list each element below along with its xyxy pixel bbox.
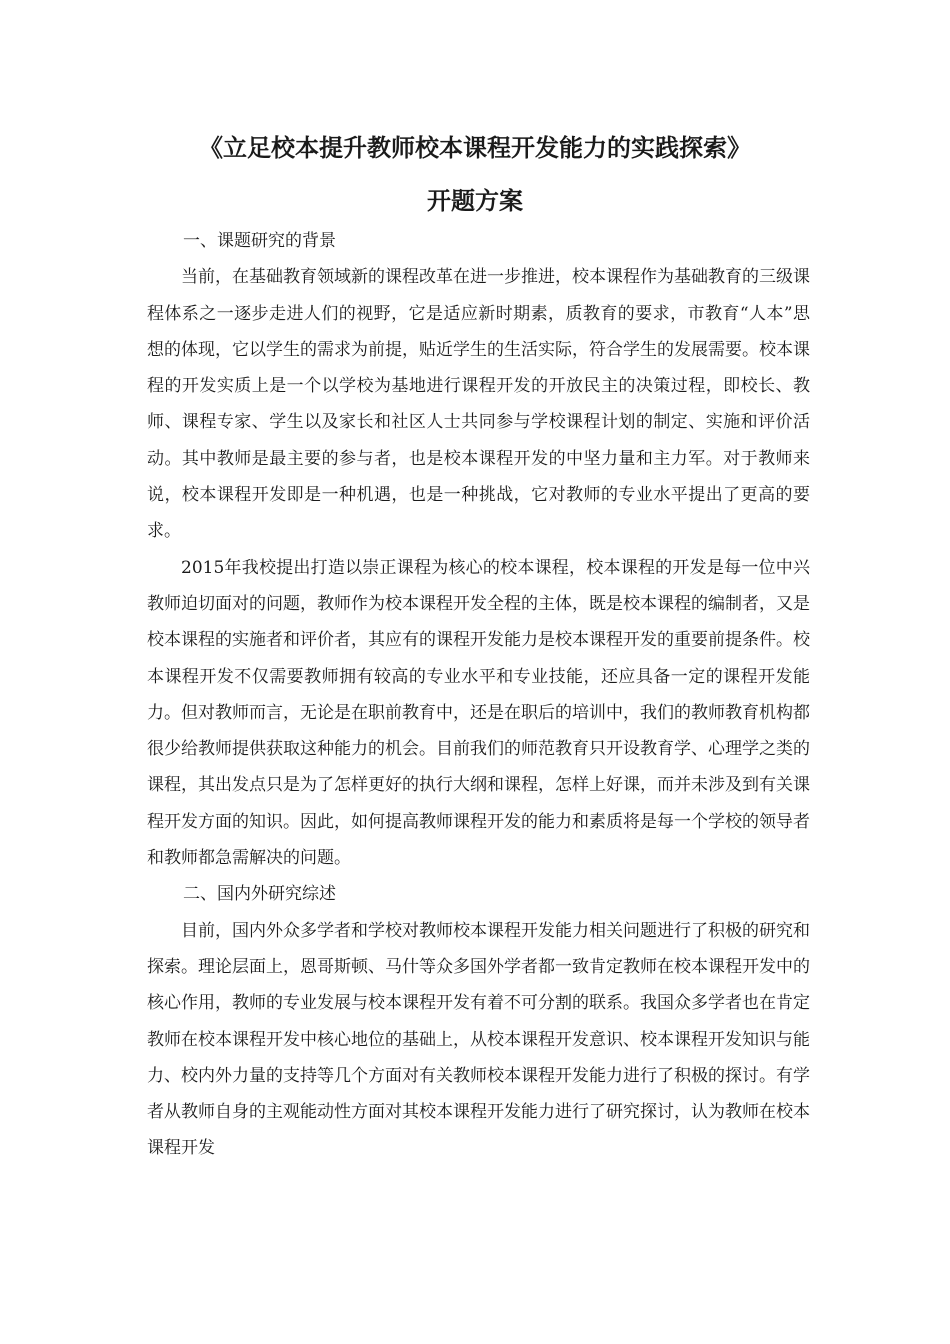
document-title: 《立足校本提升教师校本课程开发能力的实践探索》 [199,134,751,162]
section-heading: 二、国内外研究综述 [183,884,336,905]
document-body [147,223,810,1167]
section-literature-review [147,876,810,1166]
section-background [147,223,810,876]
paragraph: 目前，国内外众多学者和学校对教师校本课程开发能力相关问题进行了积极的研究和探索。理论层面上，恩哥斯顿、马什等众多国外学者都一致肯定教师在校本课程开发中的核心作用，教师的专业发展与校本课程开发有着不可分割的联系。我国众多学者也在肯定教师在校本课程开发中核心地位的基础上，从校本课程开发意识、校本课程开发知识与能力、校内外力量的支持等几个方面对有关教师校本课程开发能力进行了积极的探讨。有学者从教师自身的主观能动性方面对其校本课程开发能力进行了研究探讨，认为教师在校本课程开发 [147,920,810,1159]
section-heading: 一、课题研究的背景 [183,231,336,251]
paragraph: 2015年我校提出打造以崇正课程为核心的校本课程，校本课程的开发是每一位中兴教师迫切面对的问题，教师作为校本课程开发全程的主体，既是校本课程的编制者，又是校本课程的实施者和评价者，其应有的课程开发能力是校本课程开发的重要前提条件。校本课程开发不仅需要教师拥有较高的专业水平和专业技能，还应具备一定的课程开发能力。但对教师而言，无论是在职前教育中，还是在职后的培训中，我们的教师教育机构都很少给教师提供获取这种能力的机会。目前我们的师范教育只开设教育学、心理学之类的课程，其出发点只是为了怎样更好的执行大纲和课程，怎样上好课，而并未涉及到有关课程开发方面的知识。因此，如何提高教师课程开发的能力和素质将是每一个学校的领导者和教师都急需解决的问题。 [147,557,810,869]
paragraph: 当前，在基础教育领域新的课程改革在进一步推进，校本课程作为基础教育的三级课程体系之一逐步走进人们的视野，它是适应新时期素，质教育的要求，市教育“人本”思想的体现，它以学生的需求为前提，贴近学生的生活实际，符合学生的发展需要。校本课程的开发实质上是一个以学校为基地进行课程开发的开放民主的决策过程，即校长、教师、课程专家、学生以及家长和社区人士共同参与学校课程计划的制定、实施和评价活动。其中教师是最主要的参与者，也是校本课程开发的中坚力量和主力军。对于教师来说，校本课程开发即是一种机遇，也是一种挑战，它对教师的专业水平提出了更高的要求。 [147,267,810,542]
document-subtitle: 开题方案 [427,187,523,215]
